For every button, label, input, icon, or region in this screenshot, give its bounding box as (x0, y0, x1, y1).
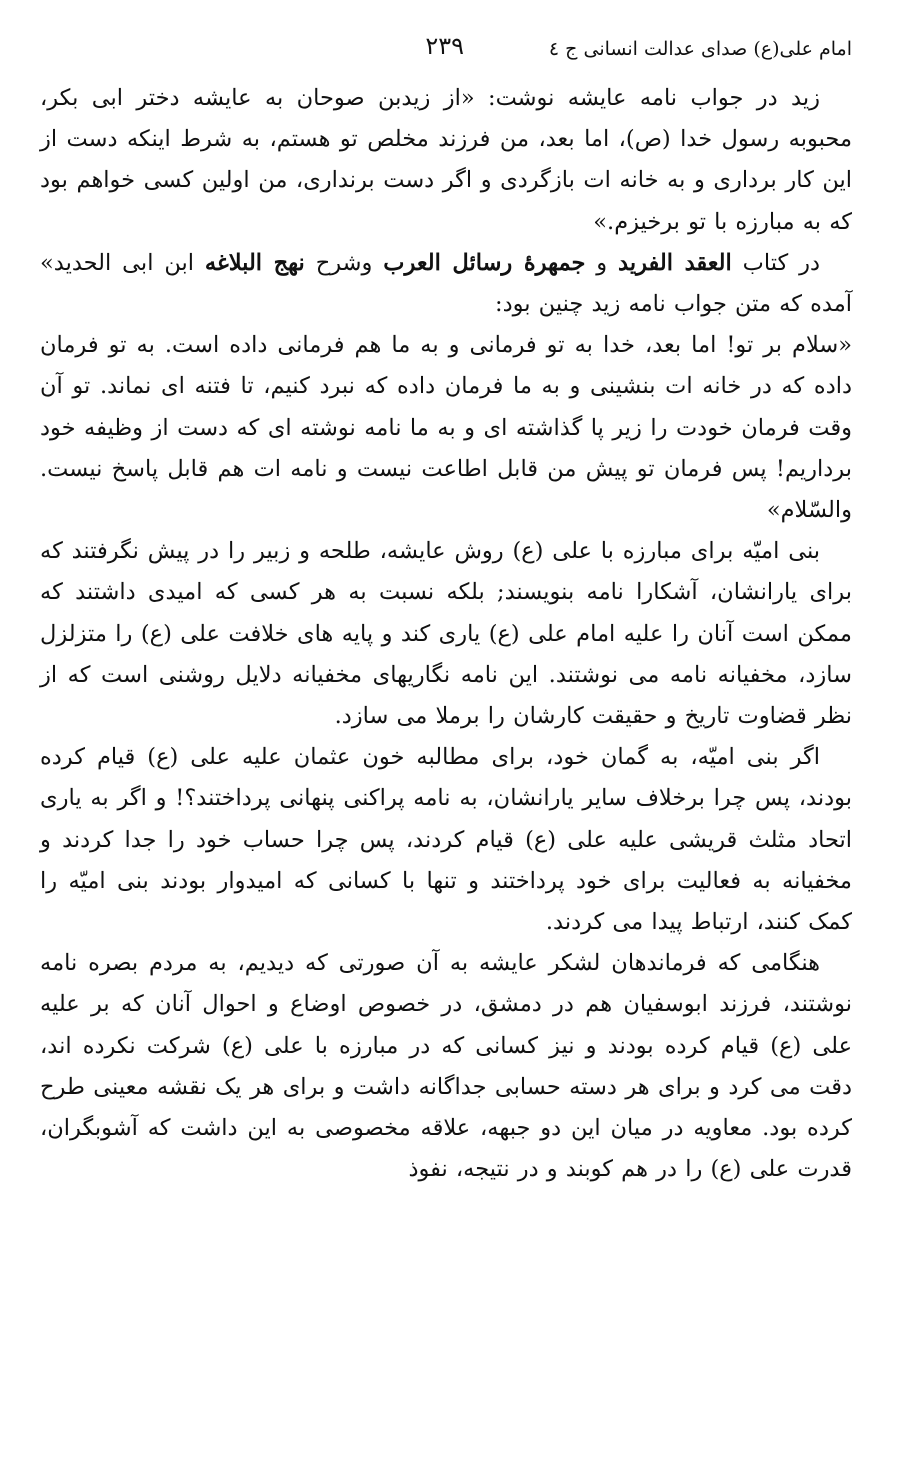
sources-text-mid1: و (585, 249, 619, 276)
paragraph-bani-umayya: بنی امیّه برای مبارزه با علی (ع) روش عایشه، طلحه و زبیر را در پیش نگرفتند که برای یارانشان، آشکارا نامه بنویسند; بلکه نسبت به هر کسی که امیدی داشتند که ممکن است آنان را علیه امام علی (ع) یاری کند و پایه های خلافت علی (ع) را متزلزل سازد، مخفیانه نامه می نوشتند. این نامه نگاریهای مخفیانه دلایل روشنی است که از نظر قضاوت تاریخ و حقیقت کارشان را برملا می سازد. (40, 538, 852, 730)
paragraph-zaid-reply: زید در جواب نامه عایشه نوشت: «از زیدبن صوحان به عایشه دختر ابی بکر، محبوبه رسول خدا (ص)، اما بعد، من فرزند مخلص تو هستم، به شرط اینکه دست از این کار برداری و به خانه ات بازگردی و اگر دست برنداری، من اولین کسی خواهم بود که به مبارزه با تو برخیزم.» (40, 85, 852, 235)
header-title: امام علی(ع) صدای عدالت انسانی ج ٤ (548, 38, 852, 60)
paragraph-letter-quote: «سلام بر تو! اما بعد، خدا به تو فرمانی و به ما هم فرمانی داده است. به تو فرمان داده که در خانه ات بنشینی و به ما فرمان داده که نبرد کنیم، تا فتنه ای نماند. تو آن وقت فرمان خودت را زیر پا گذاشته ای و به ما نامه نوشته ای که دست از وظیفه خود برداریم! پس فرمان تو پیش من قابل اطاعت نیست و نامه ات هم قابل پاسخ نیست. والسّلام» (40, 332, 852, 524)
book-title-iqd-farid: العقد الفرید (618, 249, 732, 276)
sources-text-mid2: وشرح (304, 249, 384, 276)
paragraph-uthman-blood: اگر بنی امیّه، به گمان خود، برای مطالبه خون عثمان علیه علی (ع) قیام کرده بودند، پس چرا برخلاف سایر یارانشان، به نامه پراکنی پنهانی پرداختند؟! و اگر به یاری اتحاد مثلث قریشی علیه علی (ع) قیام کردند، پس چرا حساب خود را جدا کردند و مخفیانه به فعالیت برای خود پرداختند و تنها با کسانی که امیدوار بودند بنی امیّه را کمک کنند، ارتباط پیدا می کردند. (40, 744, 852, 936)
sources-text-after: ابن ابی الحدید» آمده که متن جواب نامه زید چنین بود: (40, 249, 852, 318)
paragraph-sources (40, 243, 852, 325)
page-number: ٢٣٩ (425, 32, 464, 60)
sources-text-before: در کتاب (731, 249, 820, 276)
running-header (40, 30, 852, 78)
book-title-jamharat-rasail: جمهرهٔ رسائل العرب (383, 249, 586, 276)
book-title-nahj-balagha: نهج البلاغه (204, 249, 305, 276)
body-text (40, 78, 852, 1190)
paragraph-commanders-basra: هنگامی که فرماندهان لشکر عایشه به آن صورتی که دیدیم، به مردم بصره نامه نوشتند، فرزند ابوسفیان هم در دمشق، در خصوص اوضاع و احوال آنان که بر علیه علی (ع) قیام کرده بودند و نیز کسانی که در مبارزه با علی (ع) شرکت نکرده اند، دقت می کرد و برای هر دسته حسابی جداگانه داشت و برای هر یک نقشه معینی طرح کرده بود. معاویه در میان این دو جبهه، علاقه مخصوصی به این داشت که آشوبگران، قدرت علی (ع) را در هم کوبند و در نتیجه، نفوذ (40, 950, 852, 1183)
book-page (40, 30, 852, 1450)
